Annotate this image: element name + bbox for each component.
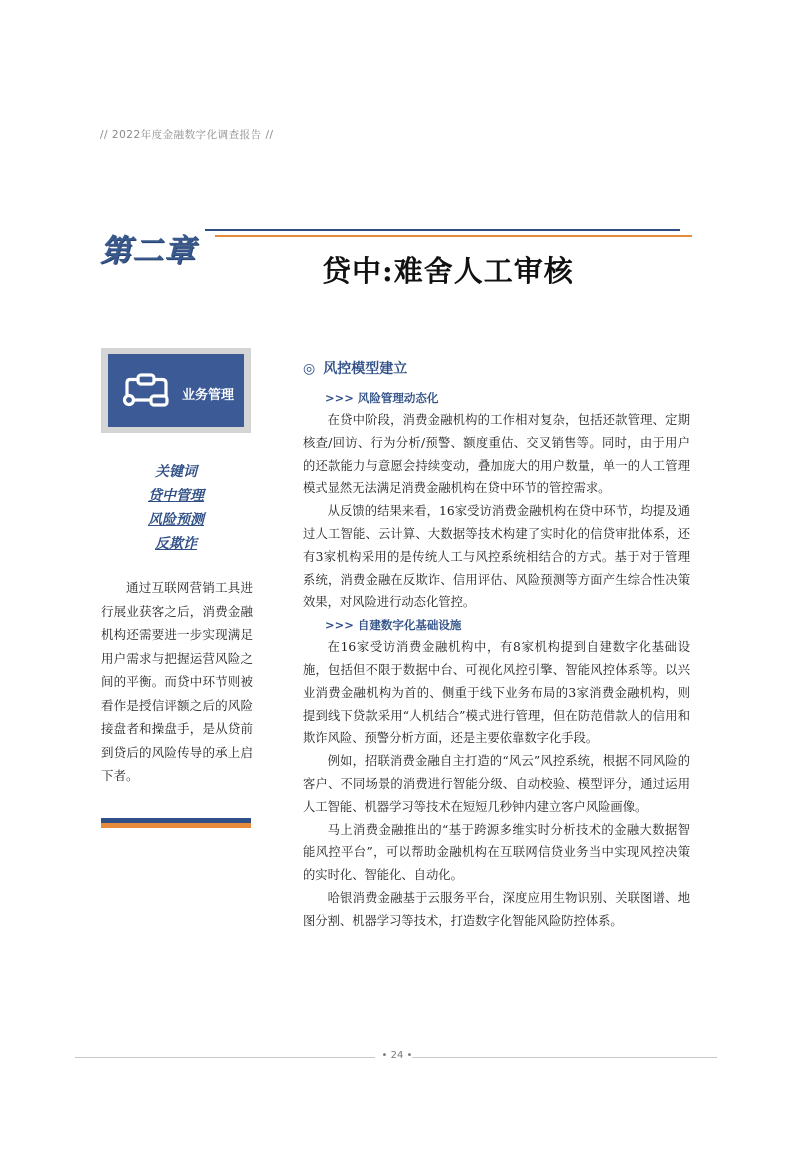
chapter-rule-orange <box>215 235 692 237</box>
body-paragraph: 从反馈的结果来看，16家受访消费金融机构在贷中环节，均提及通过人工智能、云计算、大数据等技术构建了实时化的信贷审批体系，还有3家机构采用的是传统人工与风控系统相结合的方式。基于对于管理系统，消费金融在反欺诈、信用评估、风险预测等方面产生综合性决策效果，对风险进行动态化管控。 <box>303 504 690 610</box>
report-header-note: // 2022年度金融数字化调查报告 // <box>100 129 274 141</box>
page-number: • 24 • <box>381 1050 413 1061</box>
chapter-title: 贷中:难舍人工审核 <box>322 254 574 288</box>
subsection-heading: >>> 风险管理动态化 <box>325 391 439 405</box>
chapter-label: 第二章 <box>100 233 196 269</box>
business-management-box <box>101 348 251 433</box>
sidebar-summary: 通过互联网营销工具进行展业获客之后，消费金融机构还需要进一步实现满足用户需求与把握运营风险之间的平衡。而贷中环节则被看作是授信评额之后的风险接盘者和操盘手，是从贷前到贷后的风险传导的承上启下者。 <box>101 580 253 783</box>
section-heading <box>303 358 407 378</box>
sidebar-bar-orange <box>101 823 251 828</box>
footer-rule-right <box>412 1057 717 1058</box>
chapter-rule-blue <box>205 229 680 231</box>
footer-rule-left <box>75 1057 375 1058</box>
body-paragraph: 哈银消费金融基于云服务平台，深度应用生物识别、关联图谱、地图分割、机器学习等技术，打造数字化智能风险防控体系。 <box>303 890 690 928</box>
business-management-panel <box>108 354 244 427</box>
keywords-title: 关键词 <box>155 464 197 480</box>
section-title: 风控模型建立 <box>323 361 408 377</box>
keyword-item: 风险预测 <box>148 512 204 528</box>
body-paragraph: 在16家受访消费金融机构中，有8家机构提到自建数字化基础设施，包括但不限于数据中台、可视化风控引擎、智能风控体系等。以兴业消费金融机构为首的、侧重于线下业务布局的3家消费金融机构，则提到线下贷款采用“人机结合”模式进行管理，但在防范借款人的信用和欺诈风险、预警分析方面，还是主要依靠数字化手段。 <box>303 640 690 746</box>
body-paragraph: 马上消费金融推出的“基于跨源多维实时分析技术的金融大数据智能风控平台”，可以帮助金融机构在互联网信贷业务当中实现风控决策的实时化、智能化、自动化。 <box>303 822 690 883</box>
business-management-label: 业务管理 <box>182 388 235 403</box>
keyword-item: 贷中管理 <box>148 488 204 504</box>
body-paragraph: 在贷中阶段，消费金融机构的工作相对复杂，包括还款管理、定期核查/回访、行为分析/预警、额度重估、交叉销售等。同时，由于用户的还款能力与意愿会持续变动，叠加庞大的用户数量，单一的人工管理模式显然无法满足消费金融机构在贷中环节的管控需求。 <box>303 413 690 496</box>
subsection-heading: >>> 自建数字化基础设施 <box>325 618 462 633</box>
body-paragraph: 例如，招联消费金融自主打造的“风云”风控系统，根据不同风险的客户、不同场景的消费进行智能分级、自动校验、模型评分，通过运用人工智能、机器学习等技术在短短几秒钟内建立客户风险画像。 <box>303 754 690 814</box>
keywords-block <box>101 460 251 556</box>
section-bullet-icon: ◎ <box>303 361 316 377</box>
keyword-item: 反欺诈 <box>155 536 197 552</box>
workflow-icon <box>122 372 174 412</box>
main-content <box>303 387 690 933</box>
